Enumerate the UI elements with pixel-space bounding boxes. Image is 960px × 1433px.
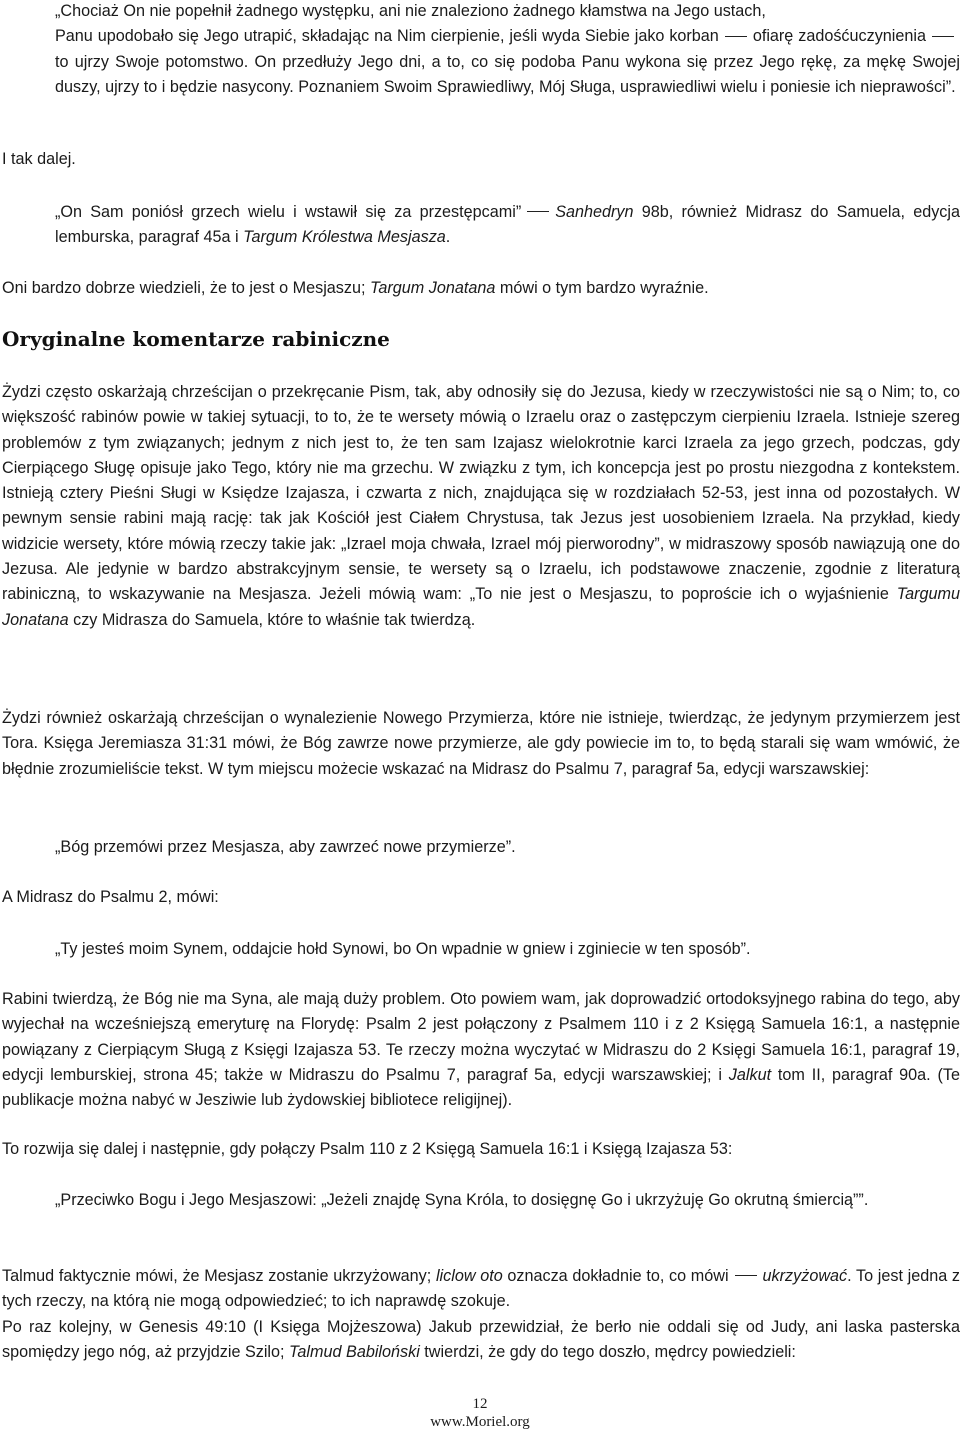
citation-italic: Targum Królestwa Mesjasza [243,228,446,247]
citation-italic: Talmud Babiloński [289,1343,420,1362]
quote-ty-jestes: „Ty jesteś moim Synem, oddajcie hołd Synowi, bo On wpadnie w gniew i zginiecie w ten sposób”. [55,940,751,958]
text: Rabini twierdzą, że Bóg nie ma Syna, ale mają duży problem. Oto powiem wam, jak doprowadzić ortodoksyjnego rabina do tego, aby wyjechał na wcześniejszą emeryturę na Florydę: Psalm 2 jest połączony z Psalmem 110 i z 2 Księgą Samuela 16:1, a następnie powiązany z Cierpiącym Sługą z Księgi Izajasza 53. Te rzeczy można wyczytać w Midraszu do 2 Księgi Samuela 16:1, paragraf 19, edycji lemburskiej, strona 45; także w Midraszu do Psalmu 7, paragraf 5a, edycji warszawskiej; i [2,990,960,1084]
text: Oni bardzo dobrze wiedzieli, że to jest o Mesjaszu; [2,279,370,297]
em-dash [725,36,747,37]
site-link[interactable]: www.Moriel.org [430,1414,530,1430]
text: Żydzi często oskarżają chrześcijan o przekręcanie Pism, tak, aby odnosiły się do Jezusa, kiedy w rzeczywistości nie są o Nim; to, co większość rabinów powie w takiej sytuacji, to to, że te wersety mówią o Izraelu oraz o zastępczym cierpieniu Izraela. Istnieje szereg problemów z tym związanych; jednym z nich jest to, że ten sam Izajasz wielokrotnie karci Izraela za jego grzech, podczas, gdy Cierpiącego Sługę opisuje jako Tego, który nie ma grzechu. W związku z tym, ich koncepcja jest po prostu niezgodna z kontekstem. Istnieją cztery Pieśni Sługi w Księdze Izajasza, i czwarta z nich, znajdująca się w rozdziałach 52-53, jest inna od pozostałych. W pewnym sensie rabini mają rację: tak jak Kościół jest Ciałem Chrystusa, tak Jezus jest uosobieniem Izraela. Na przykład, kiedy widzicie wersety, które mówią rzeczy takie jak: „Izrael moja chwała, Izrael mój pierworodny”, w midraszowy sposób nawiązują one do Jezusa. Ale jedynie w bardzo abstrakcyjnym sensie, te wersety są o Izraelu, ich podstawowe znaczenie, zgodnie z literaturą rabiniczną, to wskazywanie na Mesjasza. Jeżeli mówią wam: „To nie jest o Mesjaszu, to poproście ich o wyjaśnienie [2,383,960,604]
citation-italic: Jalkut [728,1065,772,1084]
citation-italic: Targumu Jonatana [2,585,960,629]
em-dash [932,36,954,37]
quote-line: Panu upodobało się Jego utrapić, składając na Nim cierpienie, jeśli wyda Siebie jako korban [55,27,719,46]
i-tak-dalej: I tak dalej. [2,150,76,168]
text: tom II, paragraf 90a. (Te publikacje można nabyć w Jesziwie lub żydowskiej bibliotece religijnej). [2,1065,960,1110]
text: twierdzi, że gdy do tego doszło, mędrcy powiedzieli: [419,1343,796,1362]
text: czy Midrasza do Samuela, które to właśnie tak twierdzą. [68,610,476,629]
paragraph-genesis [2,1315,960,1366]
text: Po raz kolejny, w Genesis 49:10 (I Księga Mojżeszowa) Jakub przewidział, że berło nie oddali się od Judy, ani laska pasterska spomiędzy jego nóg, aż przyjdzie Szilo; [2,1318,960,1362]
citation-italic: Targum Jonatana [370,279,496,297]
paragraph-talmud [2,1264,960,1315]
quote-text: „On Sam poniósł grzech wielu i wstawił się za przestępcami” [55,203,522,221]
quote-text: 98b, również Midrasz do Samuela, edycja lemburska, paragraf 45a i [55,203,960,247]
paragraph-midrasz-2: A Midrasz do Psalmu 2, mówi: [2,888,219,906]
em-dash [735,1275,757,1276]
text: Talmud faktycznie mówi, że Mesjasz zostanie ukrzyżowany; [2,1267,436,1285]
quote-line: „Chociaż On nie popełnił żadnego występku, ani nie znaleziono żadnego kłamstwa na Jego ustach, [55,2,766,20]
quote-line: to ujrzy Swoje potomstwo. On przedłuży Jego dni, a to, co się podoba Panu wykona się przez Jego rękę, za mękę Swojej duszy, ujrzy to i będzie nasycony. Poznaniem Swoim Sprawiedliwy, Mój Sługa, usprawiedliwi wielu i poniesie ich nieprawości”. [55,52,960,96]
text: oznacza dokładnie to, co mówi [502,1267,729,1285]
paragraph-rozwija: To rozwija się dalej i następnie, gdy połączy Psalm 110 z 2 Księgą Samuela 16:1 i Księgą Izajasza 53: [2,1140,733,1158]
paragraph-oni [2,276,960,301]
quote-bog-przemowi: „Bóg przemówi przez Mesjasza, aby zawrzeć nowe przymierze”. [55,838,516,856]
quote-line: zadośćuczynienia [798,27,926,46]
term-italic: ukrzyżować [762,1267,848,1285]
section-heading: Oryginalne komentarze rabiniczne [2,327,390,351]
term-italic: liclow oto [435,1267,503,1285]
quote-text: . [445,228,451,247]
paragraph-zydzi-2: Żydzi również oskarżają chrześcijan o wynalezienie Nowego Przymierza, które nie istnieje, twierdząc, że jedynym przymierzem jest Tora. Księga Jeremiasza 31:31 mówi, że Bóg zawrze nowe przymierze, ale gdy powiecie im to, to będą starali się wam wmówić, że błędnie zrozumieliście tekst. W tym miejscu możecie wskazać na Midrasz do Psalmu 7, paragraf 5a, edycji warszawskiej: [2,709,960,778]
paragraph-rabini [2,987,960,1113]
quote-przeciwko-bogu: „Przeciwko Bogu i Jego Mesjaszowi: „Jeżeli znajdę Syna Króla, to dosięgnę Go i ukrzyżuję Go okrutną śmiercią””. [55,1191,869,1209]
citation-italic: Sanhedryn [555,203,634,221]
text: . To jest jedna z tych rzeczy, na którą nie mogą odpowiedzieć; to ich naprawdę szokuje. [2,1267,960,1311]
page-number: 12 [472,1396,488,1412]
quote-isaiah-53 [55,0,960,100]
quote-sanhedryn [55,200,960,251]
paragraph-zydzi-1 [2,380,960,633]
em-dash [527,211,549,212]
quote-line: ofiarę [752,27,794,46]
text: mówi o tym bardzo wyraźnie. [495,279,709,297]
